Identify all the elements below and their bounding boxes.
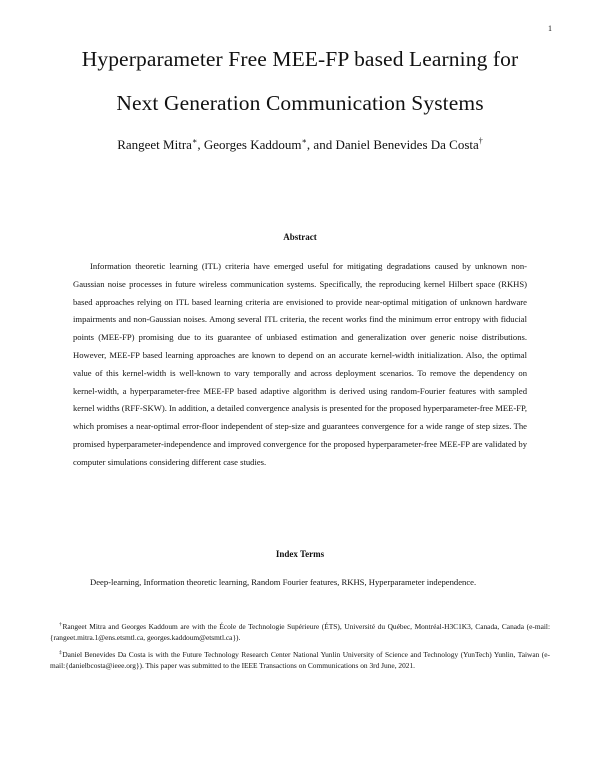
footnote-affiliation-yuntech (50, 649, 550, 671)
footnote-mark: † (59, 621, 63, 628)
author-name: Georges Kaddoum (203, 137, 302, 152)
affiliation-mark: ∗ (301, 136, 307, 146)
affiliation-mark: † (478, 136, 483, 146)
abstract-body: Information theoretic learning (ITL) criteria have emerged useful for mitigating degradations caused by unknown non-Gaussian noise processes in future wireless communication systems. Specifically, the reproducing kernel Hilbert space (RKHS) based approaches relying on ITL based learning criteria are envisioned to provide near-optimal mitigation of unknown hardware impairments and non-Gaussian noises. Among several ITL criteria, the recent works find the minimum error entropy with fiducial points (MEE-FP) promising due to its guarantee of unbiased estimation and generalization over generic noise distributions. However, MEE-FP based learning approaches are known to depend on an accurate kernel-width initialization. Also, the optimal value of this kernel-width is well-known to vary temporally and across deployment scenarios. To remove the dependency on kernel-width, a hyperparameter-free MEE-FP based adaptive algorithm is derived using random-Fourier features with sampled kernel widths (RFF-SKW). In addition, a detailed convergence analysis is presented for the proposed hyperparameter-free MEE-FP, which promises a near-optimal error-floor independent of step-size and guarantees convergence for a wide range of step sizes. The promised hyperparameter-independence and improved convergence for the proposed hyperparameter-free MEE-FP are validated by computer simulations considering different case studies. (73, 261, 527, 467)
author-separator: , and (306, 137, 336, 152)
abstract-heading: Abstract (283, 232, 317, 242)
paper-title-line-1: Hyperparameter Free MEE-FP based Learning for (81, 47, 519, 71)
footnote-text: Daniel Benevides Da Costa is with the Future Technology Research Center National Yunlin University of Science and Technology (YunTech) Yunlin, Taiwan (e-mail:{danielbcosta@ieee.org}). This paper was submitted to the IEEE Transactions on Communications on 3rd June, 2021. (50, 650, 550, 670)
affiliation-mark: ∗ (191, 136, 198, 146)
author-name: Rangeet Mitra (117, 137, 192, 152)
page-number: 1 (548, 24, 552, 33)
author-name: Daniel Benevides Da Costa (335, 137, 479, 152)
footnote-affiliation-ets (50, 621, 550, 643)
paper-title-line-2: Next Generation Communication Systems (116, 91, 484, 115)
index-terms-heading: Index Terms (275, 549, 325, 559)
author-list (0, 137, 600, 153)
footnotes (50, 621, 550, 677)
footnote-text: Rangeet Mitra and Georges Kaddoum are with the École de Technologie Supérieure (ÉTS), Université du Québec, Montréal-H3C1K3, Canada, Canada (e-mail: {rangeet.mitra.1@ens.etsmtl.ca, georges.kaddoum@etsmtl.ca}). (50, 622, 551, 642)
index-terms-body: Deep-learning, Information theoretic learning, Random Fourier features, RKHS, Hyperparameter independence. (90, 577, 477, 587)
author-separator: , (197, 137, 204, 152)
footnote-mark: ‡ (59, 649, 63, 656)
